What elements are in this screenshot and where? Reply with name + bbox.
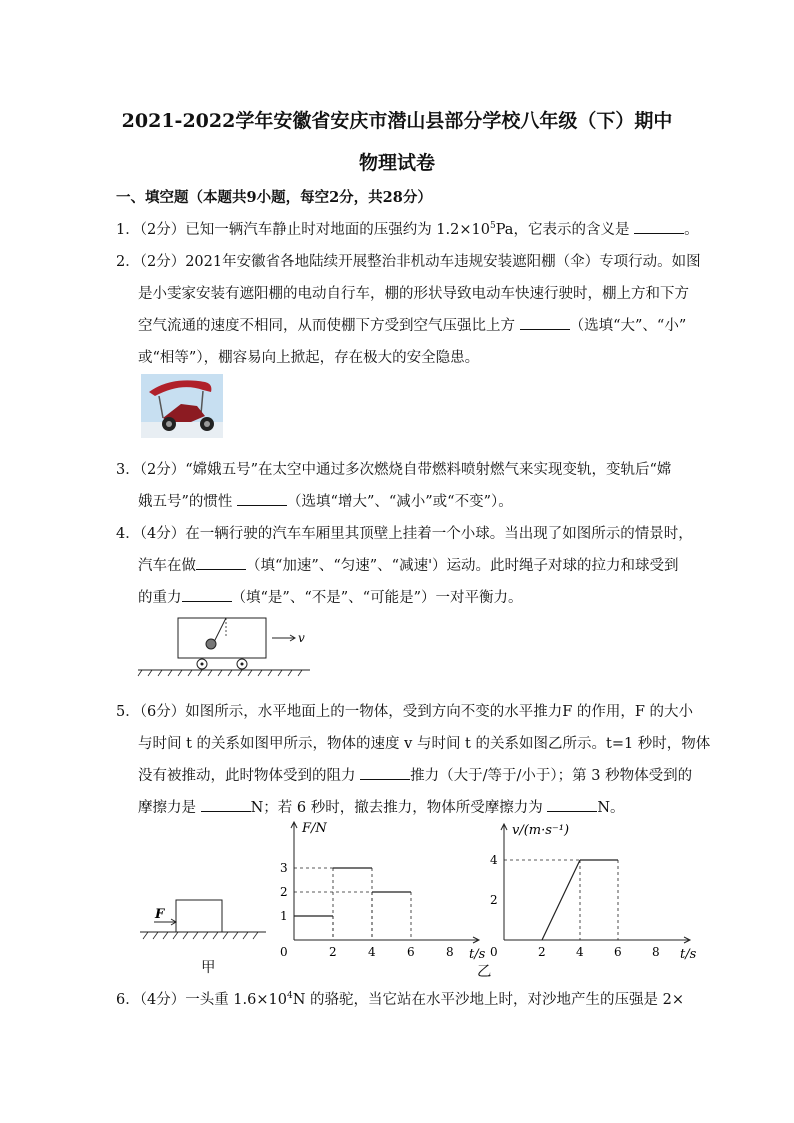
question-2-line-2: 是小雯家安装有遮阳棚的电动自行车，棚的形状导致电动车快速行驶时，棚上方和下方 <box>138 286 689 302</box>
question-2-line-1: 2．（2分）2021年安徽省各地陆续开展整治非机动车违规安装遮阳棚（伞）专项行动。如图 <box>116 254 701 270</box>
force-label: F <box>155 907 165 922</box>
x-tick-label: 8 <box>652 945 660 959</box>
y-tick-label: 2 <box>280 885 288 899</box>
answer-blank <box>196 557 246 570</box>
question-2-line-4: 或“相等”），棚容易向上掀起，存在极大的安全隐患。 <box>138 350 480 366</box>
x-axis-label: t/s <box>469 947 486 962</box>
x-axis-label: t/s <box>680 947 697 962</box>
scooter-photo <box>141 374 223 438</box>
caption-jia: 甲 <box>201 960 216 976</box>
x-tick-label: 2 <box>329 945 337 959</box>
y-axis-label: v/(m·s⁻¹) <box>512 823 570 838</box>
answer-blank <box>520 317 570 330</box>
x-tick-label: 8 <box>446 945 454 959</box>
answer-blank <box>182 589 232 602</box>
answer-blank <box>634 221 684 234</box>
question-3-line-1: 3．（2分）“嫦娥五号”在太空中通过多次燃烧自带燃料喷射燃气来实现变轨，变轨后“嫦 <box>116 462 672 478</box>
velocity-label: v <box>298 631 305 645</box>
question-4-line-1: 4．（4分）在一辆行驶的汽车车厢里其顶壁上挂着一个小球。当出现了如图所示的情景时， <box>116 526 693 542</box>
section-heading: 一、填空题（本题共9小题，每空2分，共28分） <box>116 189 432 206</box>
x-tick-label: 4 <box>368 945 376 959</box>
answer-blank <box>547 799 597 812</box>
question-4-line-3: 的重力 （填“是”、“不是”、“可能是”）一对平衡力。 <box>138 590 523 606</box>
y-axis-label: F/N <box>302 821 327 836</box>
velocity-time-chart <box>474 818 697 964</box>
question-5-line-4: 摩擦力是 N；若 6 秒时，撤去推力，物体所受摩擦力为 N。 <box>138 800 625 816</box>
x-tick-label: 6 <box>407 945 415 959</box>
series-segment <box>542 860 580 940</box>
question-6: 6．（4分）一头重 $1.6\times 10^4N$ 的骆驼，当它站在水平沙地上时，对沙地产生的压强是 2× <box>116 991 684 1008</box>
question-4-line-2: 汽车在做 （填“加速”、“匀速”、“减速'）运动。此时绳子对球的拉力和球受到 <box>138 558 679 574</box>
x-tick-label: 2 <box>538 945 546 959</box>
title-line-2: 物理试卷 <box>358 152 435 174</box>
question-5-line-2: 与时间 t 的关系如图甲所示，物体的速度 v 与时间 t 的关系如图乙所示。t=1 秒时，物体 <box>138 736 711 752</box>
y-tick-label: 1 <box>280 909 288 923</box>
caption-yi: 乙 <box>477 964 492 980</box>
y-tick-label: 4 <box>490 853 498 867</box>
block-diagram <box>140 894 270 944</box>
question-5-line-3: 没有被推动，此时物体受到的阻力 推力（大于/等于/小于）；第 3 秒物体受到的 <box>138 768 693 784</box>
y-tick-label: 2 <box>490 893 498 907</box>
car-diagram <box>138 612 318 680</box>
ground-hatching <box>138 670 302 676</box>
origin-label: 0 <box>490 945 498 959</box>
x-tick-label: 6 <box>614 945 622 959</box>
question-5-line-1: 5．（6分）如图所示，水平地面上的一物体，受到方向不变的水平推力F 的作用，F 的大小 <box>116 704 694 720</box>
y-tick-label: 3 <box>280 861 288 875</box>
force-time-chart <box>270 812 485 962</box>
x-tick-label: 4 <box>576 945 584 959</box>
origin-label: 0 <box>280 945 288 959</box>
question-3-line-2: 娥五号”的惯性 （选填“增大”、“减小”或“不变”）。 <box>138 494 513 510</box>
title-line-1: 2021-2022学年安徽省安庆市潜山县部分学校八年级（下）期中 <box>121 110 673 132</box>
question-2-line-3: 空气流通的速度不相同，从而使棚下方受到空气压强比上方 （选填“大”、“小” <box>138 318 687 334</box>
question-1: 1．（2分）已知一辆汽车静止时对地面的压强约为 $1.2\times 10^5Pa$，它表示的含义是 。 <box>116 221 699 238</box>
answer-blank <box>201 799 251 812</box>
answer-blank <box>237 493 287 506</box>
answer-blank <box>360 767 410 780</box>
